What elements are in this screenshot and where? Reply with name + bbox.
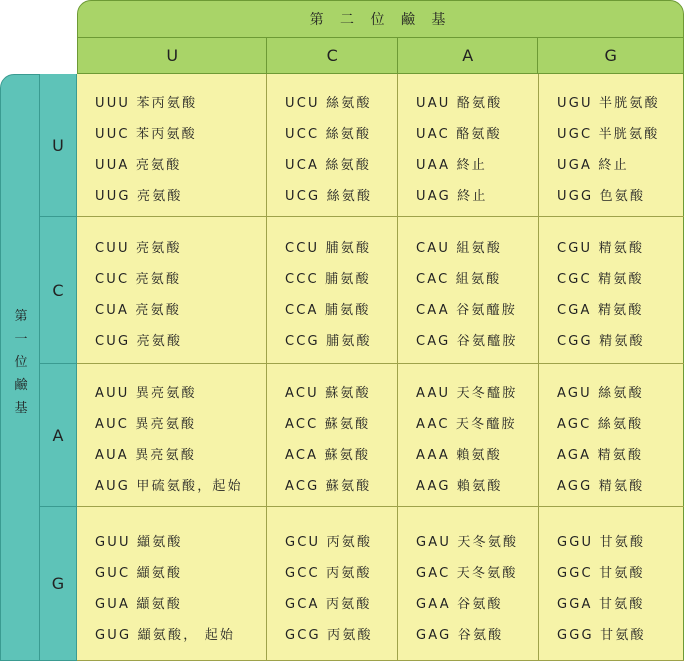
codon-entry: UCC 絲氨酸: [285, 127, 372, 142]
codon-entry: UAA 終止: [416, 158, 487, 173]
codon-entry: CAG 谷氨醯胺: [416, 334, 518, 349]
codon-entry: UAG 終止: [416, 189, 488, 204]
codon-grid: [77, 74, 684, 661]
codon-entry: GAU 天冬氨酸: [416, 534, 519, 550]
codon-cell-c-a: [398, 217, 539, 364]
row-head-g: G: [40, 507, 77, 661]
codon-entry: UAC 酪氨酸: [416, 127, 502, 142]
codon-entry: CCA 脯氨酸: [285, 303, 371, 318]
codon-entry: GGA 甘氨酸: [557, 596, 645, 612]
first-base-char: 一: [14, 332, 28, 347]
codon-entry: GAG 谷氨酸: [416, 627, 504, 643]
codon-entry: GAC 天冬氨酸: [416, 565, 518, 581]
codon-cell-c-g: [539, 217, 684, 364]
codon-entry: UGC 半胱氨酸: [557, 127, 660, 142]
codon-entry: UUG 亮氨酸: [95, 189, 183, 204]
codon-entry: ACC 蘇氨酸: [285, 417, 371, 432]
codon-entry: UGG 色氨酸: [557, 189, 646, 204]
codon-cell-u-u: [77, 74, 267, 217]
first-base-char: 鹼: [14, 378, 28, 393]
col-head-a: A: [398, 38, 539, 73]
codon-entry: GCG 丙氨酸: [285, 627, 373, 643]
codon-entry: GCC 丙氨酸: [285, 565, 372, 581]
codon-entry: CAU 組氨酸: [416, 241, 503, 256]
col-head-g: G: [604, 46, 617, 65]
codon-entry: GAA 谷氨酸: [416, 596, 503, 612]
codon-entry: CUU 亮氨酸: [95, 241, 182, 256]
first-base-char: 第: [14, 309, 28, 324]
codon-cell-g-a: [398, 507, 539, 661]
codon-entry: AUU 異亮氨酸: [95, 386, 197, 401]
first-base-char: 位: [14, 355, 28, 370]
codon-entry: AGU 絲氨酸: [557, 386, 644, 401]
codon-cell-g-g: [539, 507, 684, 661]
codon-entry: GGC 甘氨酸: [557, 565, 645, 581]
row-head-c: C: [40, 217, 77, 364]
codon-entry: GGG 甘氨酸: [557, 627, 646, 643]
codon-entry: AAA 賴氨酸: [416, 448, 502, 463]
first-base-title: [1, 305, 41, 420]
codon-entry: GCA 丙氨酸: [285, 596, 372, 612]
codon-entry: UUC 苯丙氨酸: [95, 127, 197, 142]
codon-entry: CUA 亮氨酸: [95, 303, 182, 318]
codon-entry: UGU 半胱氨酸: [557, 96, 660, 111]
codon-entry: AAU 天冬醯胺: [416, 386, 518, 401]
codon-entry: AUG 甲硫氨酸，起始: [95, 479, 243, 494]
codon-entry: GGU 甘氨酸: [557, 534, 646, 550]
first-base-sidebar: [0, 74, 40, 661]
codon-entry: UCU 絲氨酸: [285, 96, 372, 111]
col-head-u: U: [78, 38, 267, 73]
codon-entry: CCG 脯氨酸: [285, 334, 372, 349]
codon-entry: CUG 亮氨酸: [95, 334, 183, 349]
codon-cell-u-c: [267, 74, 398, 217]
codon-cell-c-u: [77, 217, 267, 364]
codon-entry: AGC 絲氨酸: [557, 417, 644, 432]
codon-entry: GUG 纈氨酸， 起始: [95, 627, 236, 643]
codon-entry: UCA 絲氨酸: [285, 158, 372, 173]
codon-entry: CUC 亮氨酸: [95, 272, 182, 287]
second-base-columns: [77, 38, 684, 74]
codon-cell-a-c: [267, 364, 398, 507]
codon-entry: AGA 精氨酸: [557, 448, 644, 463]
codon-entry: UCG 絲氨酸: [285, 189, 373, 204]
codon-entry: CCC 脯氨酸: [285, 272, 371, 287]
codon-cell-c-c: [267, 217, 398, 364]
row-head-a: A: [40, 364, 77, 507]
codon-entry: UUA 亮氨酸: [95, 158, 182, 173]
codon-entry: GUC 纈氨酸: [95, 565, 183, 581]
codon-entry: CAA 谷氨醯胺: [416, 303, 517, 318]
codon-entry: AAG 賴氨酸: [416, 479, 503, 494]
codon-entry: CGC 精氨酸: [557, 272, 644, 287]
codon-entry: ACG 蘇氨酸: [285, 479, 372, 494]
codon-entry: CAC 組氨酸: [416, 272, 502, 287]
codon-cell-u-g: [539, 74, 684, 217]
row-head-u: U: [40, 74, 77, 217]
codon-cell-u-a: [398, 74, 539, 217]
codon-entry: CGU 精氨酸: [557, 241, 645, 256]
codon-entry: UUU 苯丙氨酸: [95, 96, 198, 111]
codon-entry: ACU 蘇氨酸: [285, 386, 371, 401]
codon-entry: ACA 蘇氨酸: [285, 448, 371, 463]
codon-entry: AAC 天冬醯胺: [416, 417, 517, 432]
codon-cell-g-c: [267, 507, 398, 661]
codon-cell-a-g: [539, 364, 684, 507]
codon-entry: GCU 丙氨酸: [285, 534, 373, 550]
codon-cell-a-u: [77, 364, 267, 507]
codon-entry: CGA 精氨酸: [557, 303, 644, 318]
second-base-title: 第 二 位 鹼 基: [309, 12, 452, 28]
codon-entry: AGG 精氨酸: [557, 479, 645, 494]
codon-cell-g-u: [77, 507, 267, 661]
codon-entry: CGG 精氨酸: [557, 334, 645, 349]
codon-entry: AUC 異亮氨酸: [95, 417, 197, 432]
codon-entry: GUA 纈氨酸: [95, 596, 183, 612]
codon-cell-a-a: [398, 364, 539, 507]
second-base-header: [77, 0, 684, 38]
codon-entry: GUU 纈氨酸: [95, 534, 183, 550]
codon-entry: AUA 異亮氨酸: [95, 448, 197, 463]
first-base-rows: [40, 74, 77, 661]
first-base-char: 基: [14, 401, 28, 416]
codon-entry: UGA 終止: [557, 158, 629, 173]
col-head-c: C: [267, 38, 398, 73]
codon-entry: UAU 酪氨酸: [416, 96, 503, 111]
codon-entry: CCU 脯氨酸: [285, 241, 372, 256]
